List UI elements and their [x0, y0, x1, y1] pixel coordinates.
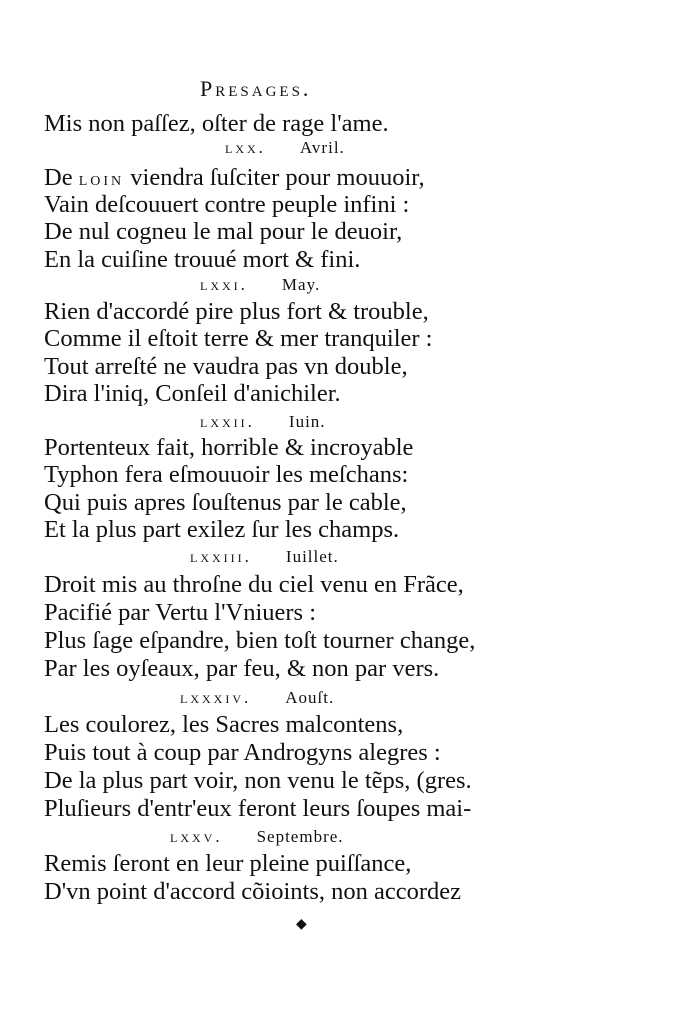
quatrain-number: lxxxiv.	[180, 688, 252, 707]
verse-line: Droit mis au throſne du ciel venu en Frãce,	[44, 571, 464, 598]
quatrain-number: lxxi.	[200, 275, 248, 294]
verse-line: Vain deſcouuert contre peuple infini :	[44, 191, 410, 218]
verse-line: En la cuiſine trouué mort & fini.	[44, 246, 361, 273]
quatrain-heading	[225, 138, 345, 158]
running-head: Presages.	[200, 76, 312, 101]
verse-line: Typhon fera eſmouuoir les meſchans:	[44, 461, 409, 488]
verse-line: Et la plus part exilez ſur les champs.	[44, 516, 400, 543]
quatrain-number: lxxii.	[200, 412, 255, 431]
verse-line: Tout arreſté ne vaudra pas vn double,	[44, 353, 408, 380]
catchword-ornament: ◆	[296, 917, 307, 932]
verse-line: Portenteux fait, horrible & incroyable	[44, 434, 414, 461]
quatrain-heading	[200, 275, 320, 295]
quatrain-heading	[180, 688, 334, 708]
verse-line: De la plus part voir, non venu le tẽps, (gres.	[44, 767, 472, 794]
verse-line: Mis non paſſez, oſter de rage l'ame.	[44, 110, 389, 137]
line-rest: viendra ſuſciter pour mouuoir,	[130, 164, 425, 191]
verse-line: Puis tout à coup par Androgyns alegres :	[44, 739, 441, 766]
verse-line: Dira l'iniq, Conſeil d'anichiler.	[44, 380, 341, 407]
quatrain-number: lxxiii.	[190, 547, 252, 566]
verse-line: Rien d'accordé pire plus fort & trouble,	[44, 298, 429, 325]
quatrain-month: Avril.	[299, 138, 345, 157]
quatrain-number: lxxv.	[170, 827, 223, 846]
quatrain-number: lxx.	[225, 138, 266, 157]
verse-line: Par les oyſeaux, par feu, & non par vers.	[44, 655, 440, 682]
verse-line: Remis ſeront en leur pleine puiſſance,	[44, 850, 412, 877]
quatrain-month: Septembre.	[256, 827, 344, 846]
verse-line: De nul cogneu le mal pour le deuoir,	[44, 218, 403, 245]
verse-line: Plus ſage eſpandre, bien toſt tourner change,	[44, 627, 476, 654]
verse-line: Comme il eſtoit terre & mer tranquiler :	[44, 325, 433, 352]
quatrain-month: Iuin.	[288, 412, 326, 431]
quatrain-month: May.	[281, 275, 321, 294]
verse-line: Pluſieurs d'entr'eux feront leurs ſoupes mai-	[44, 795, 472, 822]
quatrain-heading	[170, 827, 344, 847]
first-word: De	[44, 164, 73, 191]
quatrain-heading	[190, 547, 339, 567]
verse-line: Les coulorez, les Sacres malcontens,	[44, 711, 404, 738]
quatrain-month: Iuillet.	[285, 547, 339, 566]
verse-line: Qui puis apres ſouſtenus par le cable,	[44, 489, 407, 516]
verse-line: Pacifié par Vertu l'Vniuers :	[44, 599, 317, 626]
quatrain-month: Aouſt.	[285, 688, 335, 707]
verse-line: D'vn point d'accord cõioints, non accordez	[44, 878, 462, 905]
quatrain-heading	[200, 412, 326, 432]
first-word-spaced: loin	[78, 168, 125, 190]
verse-line	[44, 164, 425, 193]
